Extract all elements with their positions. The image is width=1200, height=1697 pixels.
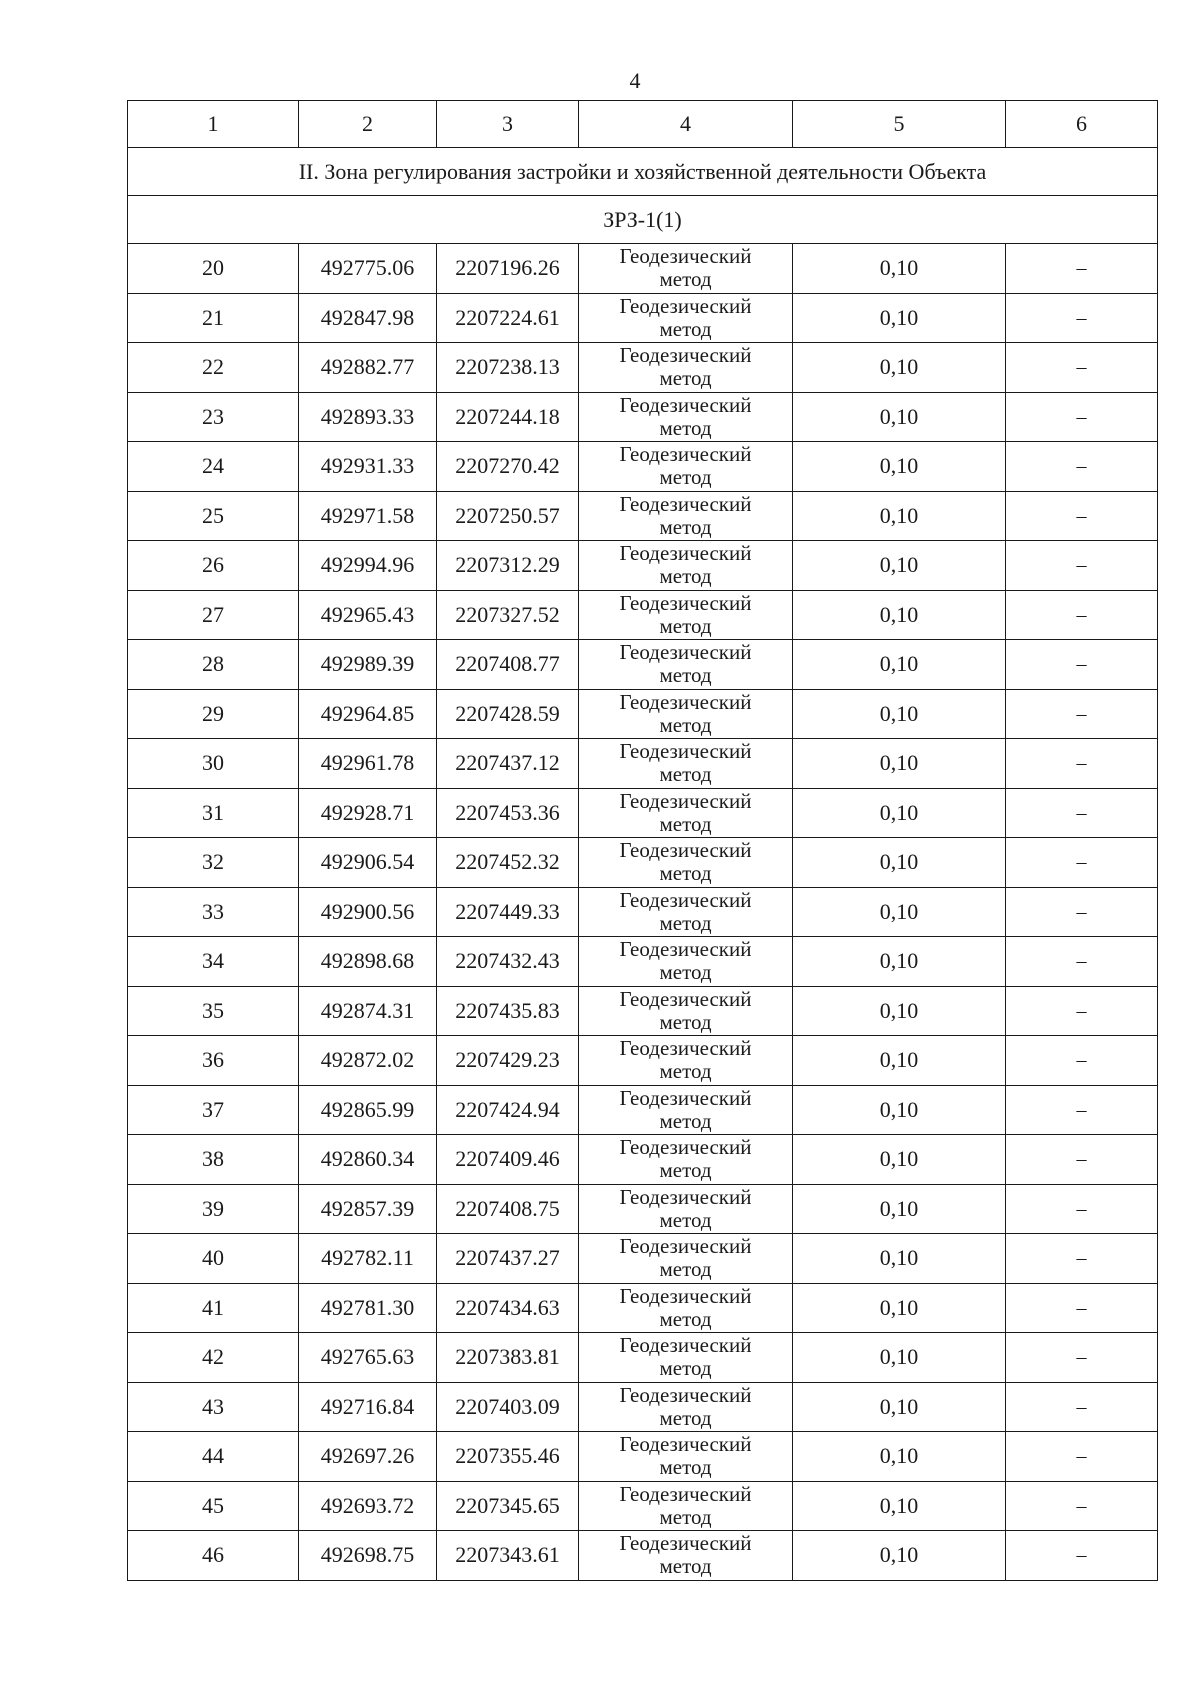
y-coordinate-cell: 2207429.23 [437,1036,579,1086]
y-coordinate-cell: 2207435.83 [437,986,579,1036]
note-cell: – [1006,1085,1158,1135]
method-line1: Геодезический [619,887,752,912]
y-coordinate-cell: 2207452.32 [437,838,579,888]
method-line2: метод [659,762,712,787]
x-coordinate-cell: 492847.98 [299,293,437,343]
point-number-cell: 39 [128,1184,299,1234]
table-row [128,887,1158,937]
method-cell [579,689,793,739]
x-coordinate-cell: 492865.99 [299,1085,437,1135]
x-coordinate-cell: 492971.58 [299,491,437,541]
method-line2: метод [659,1059,712,1084]
method-cell [579,1382,793,1432]
table-row [128,838,1158,888]
coordinates-table-body [128,101,1158,1581]
method-cell [579,392,793,442]
note-cell: – [1006,541,1158,591]
y-coordinate-cell: 2207408.75 [437,1184,579,1234]
table-row [128,986,1158,1036]
table-row [128,442,1158,492]
point-number-cell: 22 [128,343,299,393]
x-coordinate-cell: 492928.71 [299,788,437,838]
note-cell: – [1006,689,1158,739]
page-number: 4 [629,68,641,93]
zone-title: II. Зона регулирования застройки и хозяйственной деятельности Объекта [128,148,1158,196]
method-line2: метод [659,1356,712,1381]
x-coordinate-cell: 492693.72 [299,1481,437,1531]
method-line2: метод [659,1158,712,1183]
table-row [128,590,1158,640]
x-coordinate-cell: 492857.39 [299,1184,437,1234]
column-header: 6 [1006,101,1158,148]
method-cell [579,541,793,591]
y-coordinate-cell: 2207403.09 [437,1382,579,1432]
note-cell: – [1006,1135,1158,1185]
method-line2: метод [659,1455,712,1480]
method-line1: Геодезический [619,491,752,516]
table-row [128,689,1158,739]
point-number-cell: 44 [128,1432,299,1482]
method-line1: Геодезический [619,1333,752,1358]
column-header: 2 [299,101,437,148]
x-coordinate-cell: 492906.54 [299,838,437,888]
x-coordinate-cell: 492965.43 [299,590,437,640]
note-cell: – [1006,1283,1158,1333]
y-coordinate-cell: 2207449.33 [437,887,579,937]
method-cell [579,1184,793,1234]
x-coordinate-cell: 492781.30 [299,1283,437,1333]
accuracy-cell: 0,10 [793,1283,1006,1333]
method-cell [579,1283,793,1333]
x-coordinate-cell: 492900.56 [299,887,437,937]
method-cell [579,986,793,1036]
note-cell: – [1006,442,1158,492]
y-coordinate-cell: 2207434.63 [437,1283,579,1333]
method-cell [579,343,793,393]
accuracy-cell: 0,10 [793,541,1006,591]
note-cell: – [1006,1382,1158,1432]
method-cell [579,1135,793,1185]
method-cell [579,1234,793,1284]
method-line1: Геодезический [619,1036,752,1061]
column-header: 3 [437,101,579,148]
method-cell [579,1481,793,1531]
accuracy-cell: 0,10 [793,887,1006,937]
table-row [128,1135,1158,1185]
method-line2: метод [659,1405,712,1430]
note-cell: – [1006,887,1158,937]
table-row [128,1382,1158,1432]
point-number-cell: 40 [128,1234,299,1284]
accuracy-cell: 0,10 [793,986,1006,1036]
method-cell [579,887,793,937]
y-coordinate-cell: 2207428.59 [437,689,579,739]
accuracy-cell: 0,10 [793,1085,1006,1135]
method-line2: метод [659,514,712,539]
method-cell [579,1432,793,1482]
y-coordinate-cell: 2207238.13 [437,343,579,393]
table-row [128,1531,1158,1581]
accuracy-cell: 0,10 [793,1234,1006,1284]
zone-title-row [128,148,1158,196]
note-cell: – [1006,1481,1158,1531]
x-coordinate-cell: 492989.39 [299,640,437,690]
method-line1: Геодезический [619,1283,752,1308]
point-number-cell: 27 [128,590,299,640]
method-line2: метод [659,811,712,836]
note-cell: – [1006,392,1158,442]
method-cell [579,937,793,987]
x-coordinate-cell: 492898.68 [299,937,437,987]
method-line2: метод [659,1207,712,1232]
method-line1: Геодезический [619,689,752,714]
point-number-cell: 45 [128,1481,299,1531]
method-line1: Геодезический [619,1531,752,1556]
x-coordinate-cell: 492893.33 [299,392,437,442]
point-number-cell: 34 [128,937,299,987]
method-line1: Геодезический [619,343,752,368]
column-header: 5 [793,101,1006,148]
y-coordinate-cell: 2207424.94 [437,1085,579,1135]
x-coordinate-cell: 492874.31 [299,986,437,1036]
method-line2: метод [659,910,712,935]
table-row [128,937,1158,987]
method-cell [579,838,793,888]
method-line1: Геодезический [619,838,752,863]
x-coordinate-cell: 492882.77 [299,343,437,393]
method-cell [579,293,793,343]
point-number-cell: 31 [128,788,299,838]
method-line2: метод [659,465,712,490]
x-coordinate-cell: 492782.11 [299,1234,437,1284]
method-line2: метод [659,663,712,688]
table-row [128,491,1158,541]
accuracy-cell: 0,10 [793,1382,1006,1432]
y-coordinate-cell: 2207250.57 [437,491,579,541]
note-cell: – [1006,838,1158,888]
x-coordinate-cell: 492961.78 [299,739,437,789]
x-coordinate-cell: 492964.85 [299,689,437,739]
method-line2: метод [659,1257,712,1282]
method-line1: Геодезический [619,739,752,764]
table-row [128,343,1158,393]
table-row [128,541,1158,591]
point-number-cell: 46 [128,1531,299,1581]
method-line1: Геодезический [619,1382,752,1407]
note-cell: – [1006,590,1158,640]
x-coordinate-cell: 492697.26 [299,1432,437,1482]
method-cell [579,1333,793,1383]
point-number-cell: 42 [128,1333,299,1383]
method-line1: Геодезический [619,937,752,962]
method-line2: метод [659,267,712,292]
method-line2: метод [659,366,712,391]
method-line1: Геодезический [619,442,752,467]
method-line2: метод [659,415,712,440]
point-number-cell: 43 [128,1382,299,1432]
point-number-cell: 30 [128,739,299,789]
accuracy-cell: 0,10 [793,739,1006,789]
method-line1: Геодезический [619,244,752,269]
method-line2: метод [659,1504,712,1529]
method-cell [579,640,793,690]
accuracy-cell: 0,10 [793,1333,1006,1383]
y-coordinate-cell: 2207270.42 [437,442,579,492]
point-number-cell: 21 [128,293,299,343]
note-cell: – [1006,1234,1158,1284]
y-coordinate-cell: 2207345.65 [437,1481,579,1531]
y-coordinate-cell: 2207355.46 [437,1432,579,1482]
method-line2: метод [659,1108,712,1133]
y-coordinate-cell: 2207432.43 [437,937,579,987]
accuracy-cell: 0,10 [793,442,1006,492]
method-cell [579,244,793,294]
accuracy-cell: 0,10 [793,244,1006,294]
x-coordinate-cell: 492716.84 [299,1382,437,1432]
column-header-row [128,101,1158,148]
accuracy-cell: 0,10 [793,1036,1006,1086]
method-line2: метод [659,861,712,886]
method-line1: Геодезический [619,541,752,566]
x-coordinate-cell: 492860.34 [299,1135,437,1185]
coordinates-table [127,100,1158,1581]
accuracy-cell: 0,10 [793,1531,1006,1581]
method-line2: метод [659,1306,712,1331]
table-row [128,640,1158,690]
note-cell: – [1006,343,1158,393]
point-number-cell: 23 [128,392,299,442]
method-line2: метод [659,564,712,589]
note-cell: – [1006,937,1158,987]
point-number-cell: 36 [128,1036,299,1086]
accuracy-cell: 0,10 [793,788,1006,838]
note-cell: – [1006,1432,1158,1482]
y-coordinate-cell: 2207437.12 [437,739,579,789]
subzone-title: ЗРЗ-1(1) [128,196,1158,244]
accuracy-cell: 0,10 [793,1135,1006,1185]
accuracy-cell: 0,10 [793,1184,1006,1234]
table-row [128,739,1158,789]
y-coordinate-cell: 2207408.77 [437,640,579,690]
note-cell: – [1006,1333,1158,1383]
note-cell: – [1006,739,1158,789]
table-row [128,1184,1158,1234]
table-row [128,1283,1158,1333]
column-header: 1 [128,101,299,148]
table-row [128,1036,1158,1086]
table-row [128,1085,1158,1135]
point-number-cell: 33 [128,887,299,937]
accuracy-cell: 0,10 [793,838,1006,888]
x-coordinate-cell: 492775.06 [299,244,437,294]
y-coordinate-cell: 2207224.61 [437,293,579,343]
method-line2: метод [659,613,712,638]
note-cell: – [1006,788,1158,838]
accuracy-cell: 0,10 [793,343,1006,393]
method-line1: Геодезический [619,1432,752,1457]
x-coordinate-cell: 492765.63 [299,1333,437,1383]
y-coordinate-cell: 2207327.52 [437,590,579,640]
accuracy-cell: 0,10 [793,293,1006,343]
point-number-cell: 20 [128,244,299,294]
point-number-cell: 25 [128,491,299,541]
note-cell: – [1006,293,1158,343]
point-number-cell: 28 [128,640,299,690]
y-coordinate-cell: 2207196.26 [437,244,579,294]
table-row [128,1481,1158,1531]
x-coordinate-cell: 492931.33 [299,442,437,492]
table-row [128,392,1158,442]
table-row [128,1333,1158,1383]
point-number-cell: 38 [128,1135,299,1185]
accuracy-cell: 0,10 [793,689,1006,739]
method-line1: Геодезический [619,1135,752,1160]
method-line1: Геодезический [619,1234,752,1259]
method-line1: Геодезический [619,392,752,417]
accuracy-cell: 0,10 [793,1432,1006,1482]
table-row [128,1234,1158,1284]
accuracy-cell: 0,10 [793,392,1006,442]
x-coordinate-cell: 492994.96 [299,541,437,591]
method-cell [579,491,793,541]
accuracy-cell: 0,10 [793,590,1006,640]
note-cell: – [1006,640,1158,690]
method-cell [579,739,793,789]
method-line1: Геодезический [619,590,752,615]
method-line2: метод [659,960,712,985]
note-cell: – [1006,986,1158,1036]
method-line2: метод [659,1009,712,1034]
point-number-cell: 26 [128,541,299,591]
method-line2: метод [659,1554,712,1579]
y-coordinate-cell: 2207453.36 [437,788,579,838]
method-cell [579,788,793,838]
method-cell [579,1085,793,1135]
method-line1: Геодезический [619,1085,752,1110]
point-number-cell: 35 [128,986,299,1036]
table-row [128,293,1158,343]
note-cell: – [1006,491,1158,541]
method-line2: метод [659,712,712,737]
point-number-cell: 41 [128,1283,299,1333]
point-number-cell: 37 [128,1085,299,1135]
column-header: 4 [579,101,793,148]
table-row [128,1432,1158,1482]
table-row [128,788,1158,838]
y-coordinate-cell: 2207409.46 [437,1135,579,1185]
method-line1: Геодезический [619,293,752,318]
method-line1: Геодезический [619,640,752,665]
table-row [128,244,1158,294]
x-coordinate-cell: 492698.75 [299,1531,437,1581]
point-number-cell: 24 [128,442,299,492]
accuracy-cell: 0,10 [793,640,1006,690]
subzone-title-row [128,196,1158,244]
accuracy-cell: 0,10 [793,491,1006,541]
method-line1: Геодезический [619,1481,752,1506]
y-coordinate-cell: 2207312.29 [437,541,579,591]
method-line1: Геодезический [619,986,752,1011]
point-number-cell: 29 [128,689,299,739]
method-cell [579,442,793,492]
x-coordinate-cell: 492872.02 [299,1036,437,1086]
y-coordinate-cell: 2207437.27 [437,1234,579,1284]
y-coordinate-cell: 2207244.18 [437,392,579,442]
method-cell [579,1036,793,1086]
y-coordinate-cell: 2207343.61 [437,1531,579,1581]
note-cell: – [1006,1184,1158,1234]
y-coordinate-cell: 2207383.81 [437,1333,579,1383]
note-cell: – [1006,244,1158,294]
note-cell: – [1006,1531,1158,1581]
accuracy-cell: 0,10 [793,1481,1006,1531]
method-cell [579,590,793,640]
point-number-cell: 32 [128,838,299,888]
method-line1: Геодезический [619,788,752,813]
accuracy-cell: 0,10 [793,937,1006,987]
method-line1: Геодезический [619,1184,752,1209]
method-line2: метод [659,316,712,341]
method-cell [579,1531,793,1581]
note-cell: – [1006,1036,1158,1086]
